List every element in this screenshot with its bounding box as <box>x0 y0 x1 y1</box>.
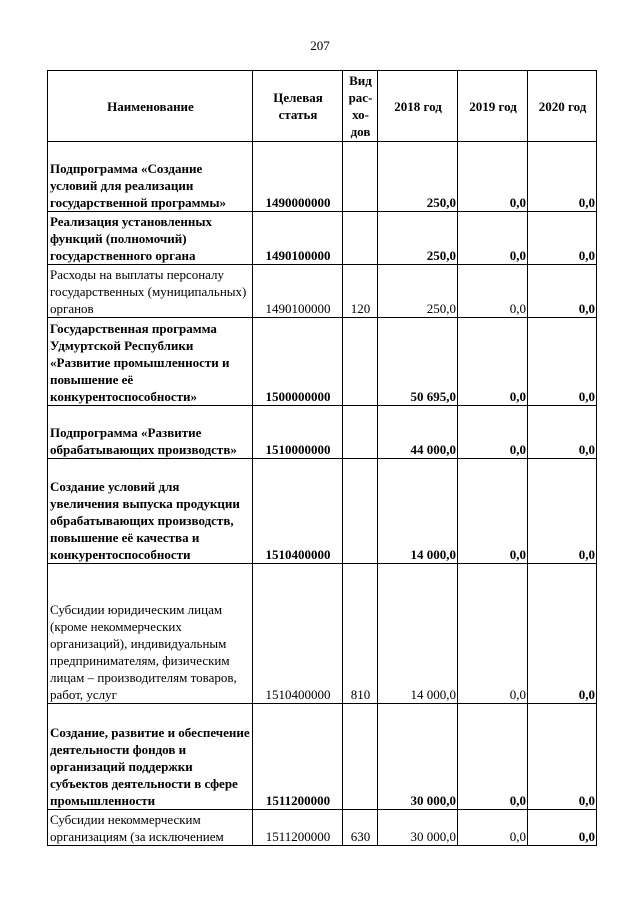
row-kind <box>343 406 378 459</box>
table-row <box>48 810 597 846</box>
header-name: Наименование <box>48 71 253 142</box>
row-code: 1511200000 <box>253 810 343 846</box>
table-row <box>48 406 597 459</box>
table-row <box>48 459 597 564</box>
row-kind <box>343 212 378 265</box>
row-2018: 14 000,0 <box>378 459 458 564</box>
row-2020: 0,0 <box>528 142 597 212</box>
row-kind: 120 <box>343 265 378 318</box>
row-2020: 0,0 <box>528 406 597 459</box>
table-row <box>48 142 597 212</box>
row-2019: 0,0 <box>458 318 528 406</box>
row-code: 1500000000 <box>253 318 343 406</box>
table-row <box>48 265 597 318</box>
row-name: Реализация установленных функций (полномочий) государственного органа <box>48 212 253 265</box>
row-2020: 0,0 <box>528 564 597 704</box>
row-2019: 0,0 <box>458 704 528 810</box>
row-2018: 30 000,0 <box>378 810 458 846</box>
row-name: Субсидии некоммерческим организациям (за исключением <box>48 810 253 846</box>
row-name: Субсидии юридическим лицам (кроме некоммерческих организаций), индивидуальным предпринимателям, физическим лицам – производителям товаров, работ, услуг <box>48 564 253 704</box>
row-2018: 250,0 <box>378 212 458 265</box>
row-2019: 0,0 <box>458 810 528 846</box>
row-code: 1490000000 <box>253 142 343 212</box>
row-kind: 630 <box>343 810 378 846</box>
row-name: Подпрограмма «Развитие обрабатывающих производств» <box>48 406 253 459</box>
row-2018: 44 000,0 <box>378 406 458 459</box>
row-2018: 250,0 <box>378 265 458 318</box>
header-code: Целевая статья <box>253 71 343 142</box>
row-kind <box>343 459 378 564</box>
row-2020: 0,0 <box>528 810 597 846</box>
row-2019: 0,0 <box>458 212 528 265</box>
row-code: 1490100000 <box>253 212 343 265</box>
row-code: 1490100000 <box>253 265 343 318</box>
row-code: 1510400000 <box>253 564 343 704</box>
row-code: 1510400000 <box>253 459 343 564</box>
row-kind <box>343 704 378 810</box>
header-2019: 2019 год <box>458 71 528 142</box>
row-code: 1511200000 <box>253 704 343 810</box>
row-2019: 0,0 <box>458 142 528 212</box>
row-2020: 0,0 <box>528 459 597 564</box>
row-2018: 30 000,0 <box>378 704 458 810</box>
row-kind <box>343 142 378 212</box>
budget-table <box>47 70 597 846</box>
row-name: Расходы на выплаты персоналу государственных (муниципальных) органов <box>48 265 253 318</box>
header-kind: Вид рас- хо- дов <box>343 71 378 142</box>
header-row <box>48 71 597 142</box>
row-2018: 50 695,0 <box>378 318 458 406</box>
row-name: Создание, развитие и обеспечение деятельности фондов и организаций поддержки субъектов деятельности в сфере промышленности <box>48 704 253 810</box>
table-row <box>48 704 597 810</box>
page-number: 207 <box>310 38 330 53</box>
row-2019: 0,0 <box>458 406 528 459</box>
row-kind: 810 <box>343 564 378 704</box>
header-2020: 2020 год <box>528 71 597 142</box>
row-2019: 0,0 <box>458 564 528 704</box>
row-2018: 14 000,0 <box>378 564 458 704</box>
row-2020: 0,0 <box>528 212 597 265</box>
table-row <box>48 212 597 265</box>
row-name: Подпрограмма «Создание условий для реализации государственной программы» <box>48 142 253 212</box>
row-2020: 0,0 <box>528 704 597 810</box>
row-2019: 0,0 <box>458 265 528 318</box>
row-code: 1510000000 <box>253 406 343 459</box>
row-name: Государственная программа Удмуртской Республики «Развитие промышленности и повышение её конкурентоспособности» <box>48 318 253 406</box>
header-2018: 2018 год <box>378 71 458 142</box>
row-2020: 0,0 <box>528 318 597 406</box>
row-name: Создание условий для увеличения выпуска продукции обрабатывающих производств, повышение её качества и конкурентоспособности <box>48 459 253 564</box>
table-row <box>48 318 597 406</box>
table-row <box>48 564 597 704</box>
row-kind <box>343 318 378 406</box>
row-2019: 0,0 <box>458 459 528 564</box>
row-2020: 0,0 <box>528 265 597 318</box>
row-2018: 250,0 <box>378 142 458 212</box>
